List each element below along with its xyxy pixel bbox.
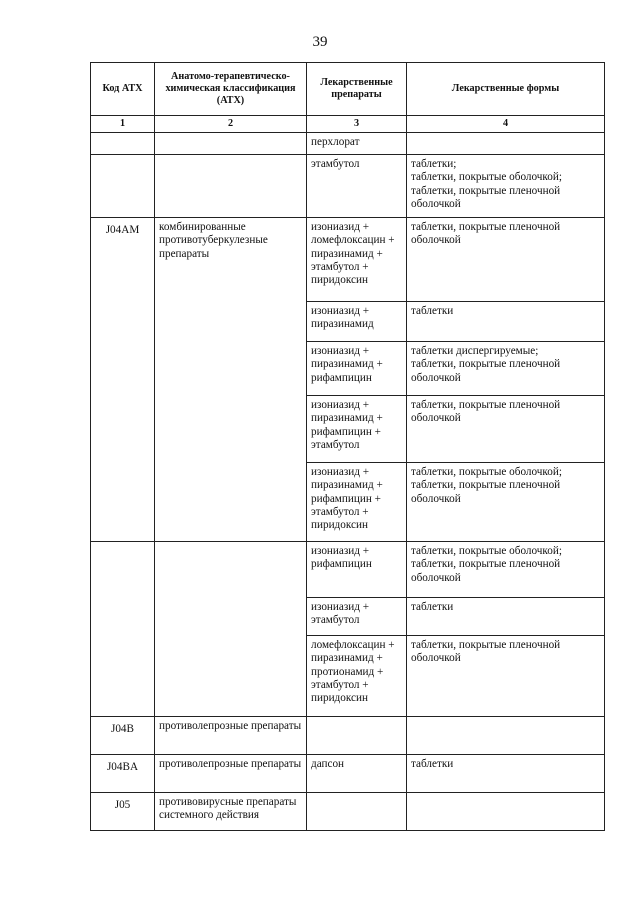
classification-cell: противолепрозные препараты xyxy=(155,717,307,755)
dosage-form-cell: таблетки xyxy=(407,598,605,636)
drug-cell: изониазид + пиразинамид + рифампицин xyxy=(307,342,407,396)
classification-cell xyxy=(155,155,307,218)
drug-cell: дапсон xyxy=(307,755,407,793)
classification-cell: противовирусные препараты системного действия xyxy=(155,793,307,831)
drug-cell: изониазид + ломефлоксацин + пиразинамид + этамбутол + пиридоксин xyxy=(307,218,407,302)
table-row xyxy=(91,133,605,155)
atx-code-cell: J04B xyxy=(91,717,155,755)
dosage-form-cell: таблетки, покрытые пленочной оболочкой xyxy=(407,396,605,463)
classification-cell: противолепрозные препараты xyxy=(155,755,307,793)
drug-cell xyxy=(307,793,407,831)
table-row xyxy=(91,717,605,755)
atx-code-cell: J05 xyxy=(91,793,155,831)
atx-code-cell: J04AM xyxy=(91,218,155,542)
dosage-form-cell: таблетки; таблетки, покрытые оболочкой; таблетки, покрытые пленочной оболочкой xyxy=(407,155,605,218)
column-number: 1 xyxy=(91,116,155,133)
table-row xyxy=(91,542,605,598)
atx-code-cell xyxy=(91,133,155,155)
classification-cell xyxy=(155,133,307,155)
dosage-form-cell: таблетки, покрытые пленочной оболочкой xyxy=(407,218,605,302)
drug-cell: изониазид + этамбутол xyxy=(307,598,407,636)
drug-cell: изониазид + пиразинамид + рифампицин + этамбутол xyxy=(307,396,407,463)
atx-code-cell xyxy=(91,155,155,218)
table-row xyxy=(91,155,605,218)
page-number: 39 xyxy=(312,34,328,50)
dosage-form-cell xyxy=(407,717,605,755)
dosage-form-cell: таблетки xyxy=(407,755,605,793)
drug-cell: этамбутол xyxy=(307,155,407,218)
header-forms: Лекарственные формы xyxy=(407,63,605,116)
atx-code-cell: J04BA xyxy=(91,755,155,793)
atx-table xyxy=(90,62,605,831)
drug-cell: изониазид + рифампицин xyxy=(307,542,407,598)
header-code: Код АТХ xyxy=(91,63,155,116)
column-number: 4 xyxy=(407,116,605,133)
dosage-form-cell: таблетки диспергируемые; таблетки, покрытые пленочной оболочкой xyxy=(407,342,605,396)
drug-cell: изониазид + пиразинамид xyxy=(307,302,407,342)
dosage-form-cell xyxy=(407,133,605,155)
classification-cell xyxy=(155,542,307,717)
drug-cell: изониазид + пиразинамид + рифампицин + этамбутол + пиридоксин xyxy=(307,463,407,542)
drug-cell: перхлорат xyxy=(307,133,407,155)
column-number: 2 xyxy=(155,116,307,133)
dosage-form-cell xyxy=(407,793,605,831)
dosage-form-cell: таблетки, покрытые оболочкой; таблетки, покрытые пленочной оболочкой xyxy=(407,463,605,542)
classification-cell: комбинированные противотуберкулезные препараты xyxy=(155,218,307,542)
table-row xyxy=(91,793,605,831)
dosage-form-cell: таблетки xyxy=(407,302,605,342)
dosage-form-cell: таблетки, покрытые оболочкой; таблетки, покрытые пленочной оболочкой xyxy=(407,542,605,598)
drug-cell: ломефлоксацин + пиразинамид + протионамид + этамбутол + пиридоксин xyxy=(307,636,407,717)
header-classification: Анатомо-терапевтическо-химическая классификация (АТХ) xyxy=(155,63,307,116)
drug-cell xyxy=(307,717,407,755)
header-drugs: Лекарственные препараты xyxy=(307,63,407,116)
table-row xyxy=(91,218,605,302)
column-number: 3 xyxy=(307,116,407,133)
atx-code-cell xyxy=(91,542,155,717)
table-row xyxy=(91,755,605,793)
dosage-form-cell: таблетки, покрытые пленочной оболочкой xyxy=(407,636,605,717)
